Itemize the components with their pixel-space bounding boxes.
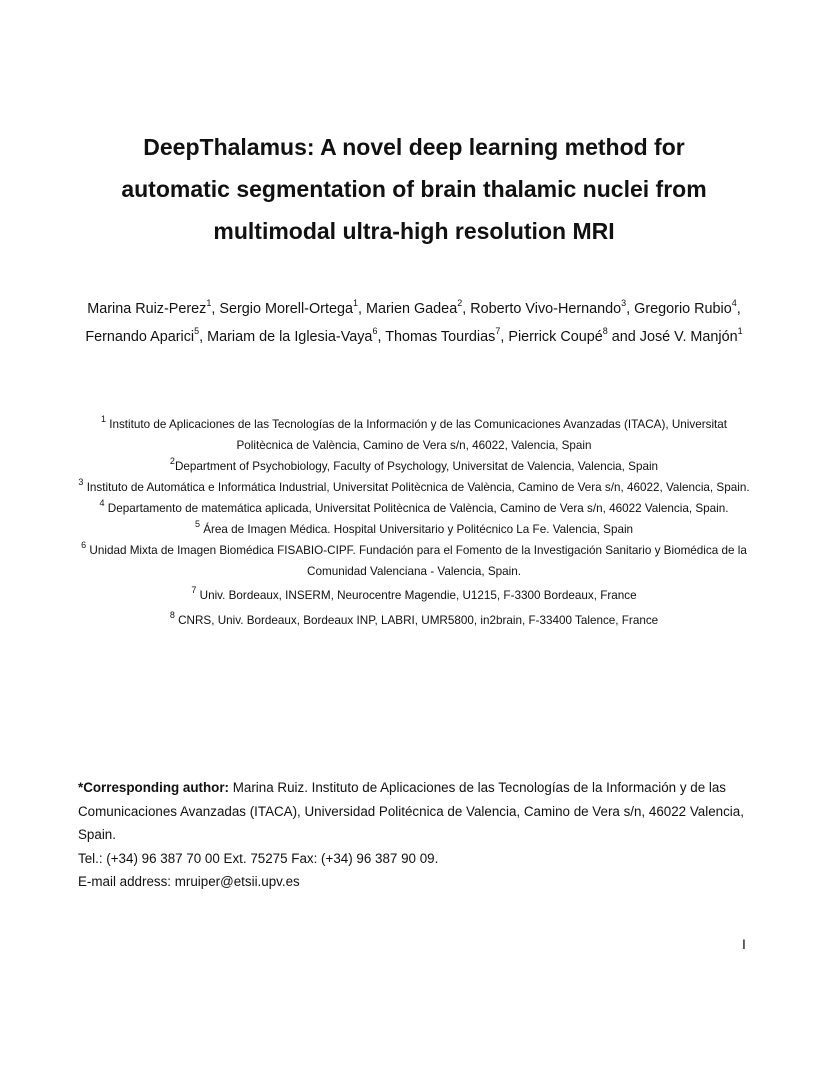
corresponding-author-label: *Corresponding author:	[78, 780, 230, 795]
affiliation-list	[78, 414, 750, 631]
author: Mariam de la Iglesia-Vaya$^6$,	[207, 326, 386, 345]
affiliation-8: $^8$ CNRS, Univ. Bordeaux, Bordeaux INP, LABRI, UMR5800, in2brain, F-33400 Talence, France	[169, 610, 659, 627]
paper-title	[60, 126, 768, 252]
corresponding-author-address: *Corresponding author: Marina Ruiz. Instituto de Aplicaciones de las Tecnologías de la Información y de las Comunicaciones Avanzadas (ITACA), Universidad Politécnica de Valencia, Camino de Vera s/n, 46022 Valencia, Spain.	[78, 780, 744, 842]
author: Roberto Vivo-Hernando$^3$,	[470, 298, 635, 317]
affiliation-1: $^1$ Instituto de Aplicaciones de las Tecnologías de la Información y de las Comunicaciones Avanzadas (ITACA), Universitat Politècnica de València, Camino de Vera s/n, 46022, Valencia, Spain	[100, 414, 728, 452]
title-line-1: DeepThalamus: A novel deep learning method for	[143, 134, 685, 160]
author: Thomas Tourdias$^7$,	[385, 326, 509, 345]
telephone-fax: Tel.: (+34) 96 387 70 00 Ext. 75275 Fax: (+34) 96 387 90 09.	[78, 850, 439, 866]
affiliation-3: $^3$ Instituto de Automática e Informática Industrial, Universitat Politècnica de València, Camino de Vera s/n, 46022, Valencia, Spain.	[78, 477, 750, 494]
author: Marien Gadea$^2$,	[366, 298, 471, 317]
author: Gregorio Rubio$^4$,	[634, 298, 741, 317]
author-list	[78, 295, 750, 351]
affiliation-2: $^2$Department of Psychobiology, Faculty of Psychology, Universitat de Valencia, Valencia, Spain	[169, 456, 659, 473]
title-line-3: multimodal ultra-high resolution MRI	[213, 218, 615, 244]
title-line-2: automatic segmentation of brain thalamic nuclei from	[121, 176, 707, 202]
author: Fernando Aparici$^5$,	[85, 326, 208, 345]
email-address: E-mail address: mruiper@etsii.upv.es	[78, 874, 300, 889]
affiliation-5: $^5$ Área de Imagen Médica. Hospital Universitario y Politécnico La Fe. Valencia, Spain	[194, 519, 634, 536]
author: José V. Manjón$^1$	[639, 326, 743, 345]
affiliation-7: $^7$ Univ. Bordeaux, INSERM, Neurocentre Magendie, U1215, F-3300 Bordeaux, France	[191, 585, 637, 602]
author: Pierrick Coupé$^8$ and	[508, 326, 640, 345]
page-number: I	[742, 936, 746, 952]
author: Marina Ruiz-Perez$^1$,	[87, 298, 220, 317]
affiliation-4: $^4$ Departamento de matemática aplicada, Universitat Politècnica de València, Camino de Vera s/n, 46022 Valencia, Spain.	[99, 498, 729, 515]
affiliation-6: $^6$ Unidad Mixta de Imagen Biomédica FISABIO-CIPF. Fundación para el Fomento de la Investigación Sanitario y Biomédica de la Comunidad Valenciana - Valencia, Spain.	[81, 540, 747, 578]
corresponding-author-block	[78, 776, 758, 894]
author: Sergio Morell-Ortega$^1$,	[219, 298, 366, 317]
